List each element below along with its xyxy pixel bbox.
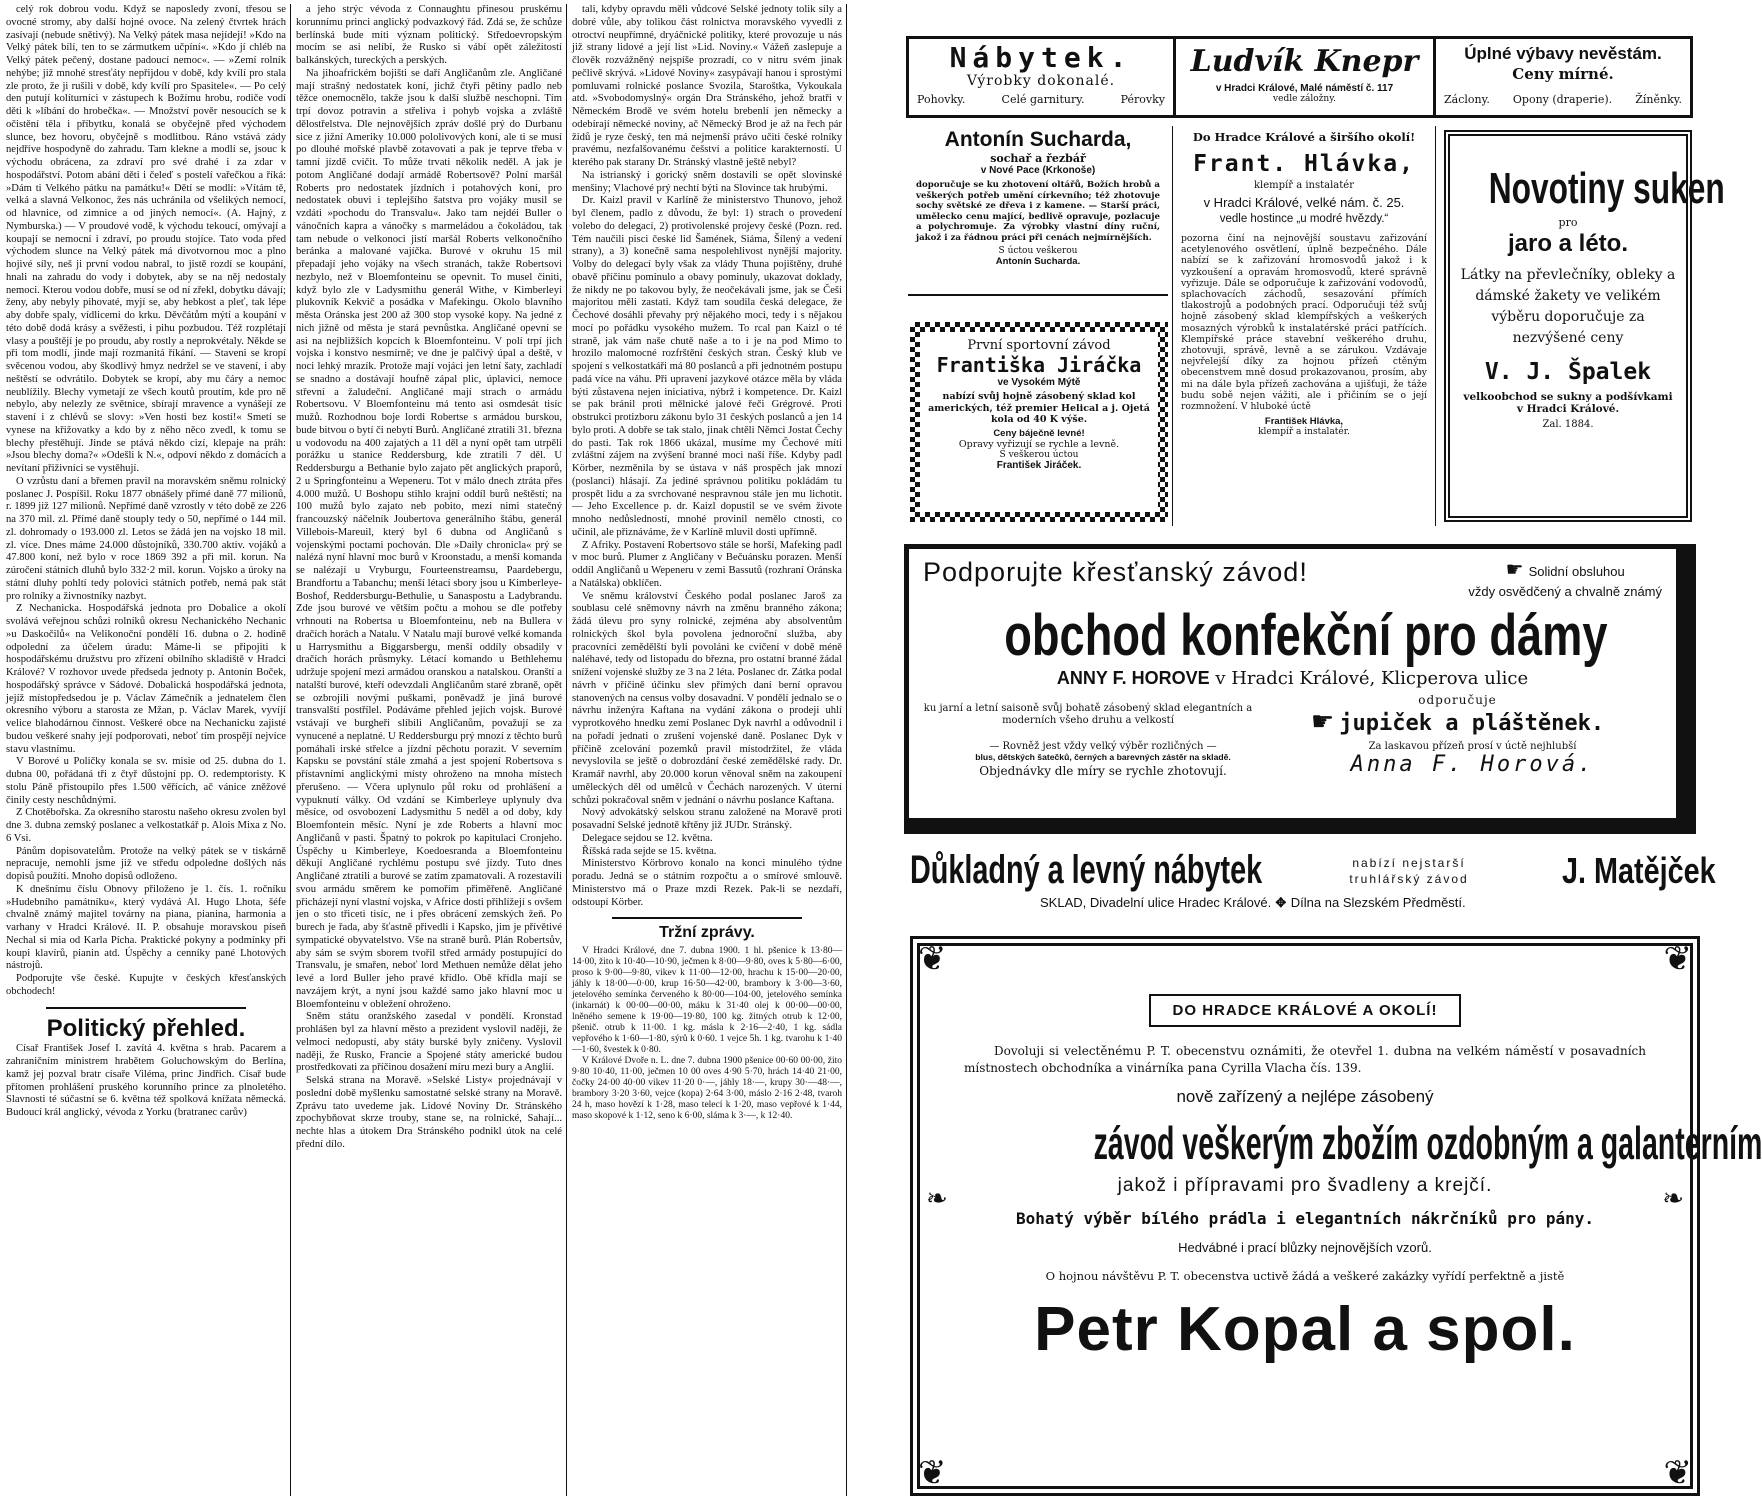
- ad-hlavka-name: Frant. Hlávka,: [1193, 151, 1415, 177]
- ad-matejcek-sklad: SKLAD, Divadelní ulice Hradec Králové.: [1040, 895, 1272, 910]
- ad-nabytek-item: Celé garnitury.: [1001, 93, 1085, 106]
- ad-kopal-name: Petr Kopal a spol.: [1034, 1295, 1576, 1364]
- ad-spalek-t1-wrap: [1458, 162, 1725, 216]
- ad-horova-left: ku jarní a letní saisoně svůj bohatě zásobený sklad elegantních a moderních všeho druhu a velkostí: [923, 703, 1253, 726]
- column-rule: [290, 4, 291, 1496]
- column-2: [296, 4, 562, 1496]
- column-1-body: [6, 4, 286, 999]
- ad-nabytek-item: Pérovky: [1120, 93, 1165, 106]
- ornament-icon: ❦: [1663, 939, 1692, 979]
- ad-matejcek-workshop: Dílna na Slezském Předměstí.: [1290, 895, 1466, 910]
- ad-horova-solid: Solidní obsluhou: [1528, 564, 1625, 579]
- ad-matejcek-name: J. Matějček: [1562, 849, 1716, 891]
- ornament-icon: ❦: [918, 1453, 947, 1493]
- ad-vybavy-item: Opony (draperie).: [1512, 93, 1613, 106]
- ad-horova-jupline: [1253, 707, 1662, 737]
- ad-sucharda-role: sochař a řezbář: [990, 152, 1086, 165]
- ad-horova-row4: [923, 741, 1662, 778]
- ad-hlavka-top: Do Hradce Králové a širšího okolí!: [1192, 130, 1416, 144]
- article-paragraph: Na istrianský i gorický sněm dostavili se opět slovinské menšiny; Vlachové prý nechtí býti na Slovince tak hrubými.: [572, 169, 842, 194]
- ad-matejcek-name-wrap: [1528, 849, 1716, 892]
- ad-vybavy-title: Úplné výbavy nevěstám.: [1464, 44, 1662, 63]
- ad-hlavka-sign: František Hlávka,: [1264, 416, 1344, 428]
- ad-vybavy-item: Záclony.: [1444, 93, 1490, 106]
- pointing-hand-icon: ☛: [1505, 557, 1524, 581]
- double-arrow-icon: ✥: [1275, 896, 1291, 911]
- article-paragraph: Císař František Josef I. zavítá 4. května s hrab. Pacarem a zahraničním ministrem hrabětem Goluchowským do Berlína, kamž jej pozval bratr císaře Viléma, princ Jindřich. Císař bude přítomen prohlášení pruského korunního prince za plnoletého. Slavnosti té súčastní se 6. května též spolková knížata německá. Budoucí král anglický, vévoda z Yorku (bratranec carův): [6, 1043, 286, 1118]
- ad-kopal-top: DO HRADCE KRÁLOVÉ A OKOLÍ!: [1149, 994, 1462, 1027]
- ad-jiracek: [910, 322, 1168, 522]
- ad-hlavka: [1172, 126, 1436, 526]
- ad-spalek-name: V. J. Špalek: [1484, 359, 1652, 385]
- ad-hlavka-body: pozorna činí na nejnovější soustavu zařizování acetylenového osvětlení, úplně bezpečného. Dále nabízí se k zařizování hromosvodů jakož i k vyzkoušení a opravám hromosvodů, které správně vyřizuje. Dále se odporučuje k zařizování vodovodů, splachovacích záchodů, sesazování přímích tlakostrojů a podobných prací. Odporučuji též svůj hojně zásobený sklad klempířských a veškerých mosazných výrobků k instalatérské práci patřících. Klempířské práce stavební veškerého druhu, zhotovuji, správě, levně a se zárukou. Vzdávaje nejvřelejší díky za hojnou přízeň ctěným obecenstvem mně dosud prokazovanou, prosím, aby mi na dále byla přízeň zachována a ujišťuji, že táže budu sobě nejen vážiti, ale i přičiním se o její rozmnožení. V hluboké úctě: [1181, 233, 1427, 413]
- ad-matejcek-offers: nabízí nejstarší: [1352, 855, 1466, 870]
- ad-horova-row1: [923, 557, 1662, 600]
- ad-horova-solid-wrap: [1468, 557, 1662, 600]
- ad-nabytek-line: Výrobky dokonalé.: [966, 73, 1116, 89]
- ad-matejcek-mid: [1349, 855, 1468, 887]
- ad-matejcek: [904, 848, 1716, 928]
- ad-sucharda-place: v Nové Pace (Krkonoše): [980, 165, 1096, 176]
- ad-jiracek-closing: S veškerou úctou: [999, 449, 1079, 460]
- article-paragraph: Na jihoafrickém bojišti se daří Angličanům zle. Angličané mají strašný nedostatek koní, jichž čtyři pětiny padlo neb těžce onemocnělo, takže jsou k další službě neschopni. Tím trpí dovoz potravin a střeliva i pohyb vojska a zvláště dělostřelstva. Dle nejnovějších zpráv došlé prý do Durbanu sice z jižní Ameriky 10.000 pololivových koní, ale ti se musí po dlouhé mořské plavbě zotavovati a pak je teprve třeba v tamní jízdě cvičit. To může trvati několik neděl. A jak je potom Angličané dodají armádě Robertsově? Polní maršál Roberts pro nedostatek jízdních i potahových koní, pro nedostatek obuvi i teplejšího šatstva pro vojáky musil se vzdáti »pochodu do Transvalu«. Jako tam nejdéi Buller o vánočních kapra a vánočky s marmeládou a čokoládou, tak tam nebude o velkonoci jistí maršál Roberts velkonočního beránka a malované vajíčka. Burové v okruhu 15 mil přepadají jeho vojáky na všech stranách, takže Robertsovi nezbylo, než v Bloemfonteinu se opevnit. To musel činiti, když bylo zle v Ladysmithu generál Withe, v Kimberleyi plukovník Kekvič a posádka v Mafekingu. Okolo blavního města Oránska jest 200 až 300 stop vysoké kopy. Na jedné z nich jižně od města je stará pevnůstka. Angličané opevní se asi na nejbližších kopcích k Bloemfonteinu. V polí trpí jich vojska i konstvo nesmírně; ve dne je palčivý úpal a deště, v noci lehký mrazík. Protože mají vojáci jen letní šaty, zachladí se snadno a dostávají houfně zápal plic, úplavici, nemoce střevní a žaludeční. Angličané mají strach o armádu Robertsovu. V Bloemfonteinu má tento asi osmdesát tisíc mužů. Rozhodnou boje lordi Robertse s armádou burskou, bude bitvou o bytí či nebytí Burů. Angličané ztratili 31. března u vodovodu na 400 zajatých a 11 děl a nyní opět tam utrpěli porážku u stanice Reddersburg, kde ztratili 7 děl. U Reddersburgu a Bethanie bylo zajato pět anglických praporů, 2 u Springfonteinu a Wepeneru. Tot v málo dnech ztráta přes 4.000 mužů. U Boshopu stihlo krajní oddíl burů neštěstí; na 100 mužů bylo zajato neb pobito, mezi nimi statečný francouzský náčelník Joubertova generálního štábu, generál Villebois-Mareuil, který byl 6 dubna od Angličanů s vojenskými poctami pochován. Dle »Daily chronicla« prý se nalézá nyní hlavní moc burů v Kroonstadu, a menší komanda se nalézají u Vryburgu, Fourteenstreamsu, Paardebergu, Brandfortu a Tabanchu; menší létací sbory jsou u Kimberleye-Boshof, Reddersburgu-Bethulie, u Sanaspostu a Ladybrandu. Zde jsou burové ve větším počtu a mohou se dle potřeby vrhnouti na Robertsa u Bloemfonteinu, neb na Bullera v dračích horách a Natalu. V Natalu mají burové velké komanda u Harrysmithu a Biggarsbergu, menší oddíly obsadily v dračích horách průsmyky. Létací komando u Bethlehemu udržuje spojení mezi armádou oranskou a natalskou. Oranští a natalští burové, kteří odevzdali Angličanům staré zbraně, opět se ozbrojili novými puškami, poněvadž je jiná burové transvalští postřílel. Podáváme přehled jejích vojsk. Burové vstávají ve burgheři slíbili Angličanům, považují se za vynucené a neplatné. U Reddersburgu prý mnozí z těchto burů pomáhali irské střelce a jízdní pěchotu porazit. V severním Kapsku se povstání stále zmahá a jest spojení Robertsova s přístavními anglickými místy ohroženo na mnoha místech přerušeno. — Včera uplynulo půl roku od prohlášení a vypuknutí války. Od vzdání se Kimberleye uplynuly dva měsíce, od osvobození Ladysmithu 5 neděl a od doby, kdy Bloemfontein měsíc. Nyní je zde Roberts a hlavní moc Angličanů v pasti. Špatný to pokrok po kapitulaci Cronjeho. Úspěchy u Kimberleye, Koedoesranda a Bloemfonteinu děkují Angličané rychlému postupu své jízdy. Tuto dnes Angličané ztratili a burové se zatím zpamatovali. A rozestavili svou armádu směrem ke pomořím přiměřeně. Angličané přicházejí nyní vlastní vojska, v Africe dosti přihlížejí s ovšem jen o sto třiceti tisíc, ne i přes obrácení zemských žeň. Po burech je řada, aby šťastně přivedli i Kapsko, jim je přívětivé sympatické obyvatelstvo. Vše na straně burů. Plán Robertsův, aby sám se svým sborem tvořil střed armády postupující do Transvalu, je smařen, neboť lord Methuen nemůže dělat jeho levé a lord Buller jeho pravé křídlo. Obě křídla mají se navzájem krýt, a nyní jsou každé samo jako hlavní moc u Bloemfonteinu v obležení ohroženo.: [296, 67, 562, 1010]
- section-divider: [46, 1007, 246, 1009]
- ad-spalek-t1: Novotiny suken: [1488, 164, 1725, 213]
- ad-matejcek-big-wrap: [910, 848, 1290, 893]
- article-paragraph: V Hradci Králové, dne 7. dubna 1900. 1 hl. pšenice k 13·80—14·00, žito k 10·40—10·90, ječmen k 8·00—9·80, oves k 5·80—6·00, proso k 9·00—9·80, vikev k 11·00—12·00, hrachu k 15·00—20·00, jáhly k 18·00—0·00, krup 16·50—42·00, brambory k 3·00—3·60, jetelového semínka červeného k 80·00—104·00, jetelového semínka (inkarnát) k 00·00—00·00, máku k 31·40 olej k 00·00—00·00, lněného semene k 19·00—19·80, 100 kg. žitných otrub k 12·00, pšenič. otrub k 11·00. 1 kg. másla k 2·16—2·40, 1 kg. sádla vepřového k 1·60—1·80, sýrů k 0·60. 1 vejce 5h. 1 kg. tvarohu k 1·40—1·60, švestek k 0·80.: [572, 946, 842, 1055]
- article-paragraph: Podporujte vše české. Kupujte v českých křesťanských obchodech!: [6, 973, 286, 997]
- ad-horova-favor: Za laskavou přízeň prosí v úctě nejhlubší: [1368, 741, 1577, 752]
- article-paragraph: Pánům dopisovatelům. Protože na velký pátek se v tiskárně nepracuje, nemohli jsme již ve středu odpoledne došlých nás dopisů použíti. Mnoho dopisů odloženo.: [6, 845, 286, 882]
- article-paragraph: a jeho strýc vévoda z Connaughtu přinesou pruskému korunnímu princi anglický podvazkový řád. Zdá se, že schůze berlínská bude míti význam politický. Středoevropským mocím se asi nelíbí, že Rusko si vábí opět záležitostí balkánských, tureckých a perských.: [296, 4, 562, 66]
- ornament-icon: ❧: [1662, 1184, 1684, 1214]
- ad-horova-sign: Anna F. Horová.: [1350, 752, 1595, 777]
- ad-jiracek-price: Ceny báječně levné!: [993, 427, 1085, 439]
- ad-jiracek-body: nabízí svůj hojně zásobený sklad kol amerických, též premier Helical a j. Ojetá kola od 40 K výše.: [928, 391, 1150, 425]
- ad-spalek: [1444, 130, 1725, 522]
- ad-knepr-name: Ludvík Knepr: [1190, 44, 1419, 79]
- column-3-body: [572, 4, 842, 909]
- ad-matejcek-row: [910, 848, 1716, 893]
- ad-horova-right: [1253, 693, 1662, 737]
- ad-hlavka-place: v Hradci Králové, velké nám. č. 25.: [1203, 195, 1405, 210]
- ad-knepr-sub: vedle záložny.: [1273, 94, 1336, 104]
- article-paragraph: Říšská rada sejde se 15. května.: [582, 845, 717, 857]
- market-title: Tržní zprávy.: [659, 924, 755, 942]
- ad-kopal-linen: Bohatý výběr bílého prádla i elegantních nákrčníků pro pány.: [1016, 1209, 1594, 1228]
- column-1-tail: [6, 1043, 286, 1120]
- ad-nabytek-items: [917, 93, 1165, 106]
- ad-horova-support: Podporujte křesťanský závod!: [923, 557, 1308, 587]
- ad-vybavy-item: Žíněnky.: [1635, 93, 1682, 106]
- ad-sucharda-closing: S úctou veškerou: [998, 246, 1078, 256]
- column-rule: [566, 4, 567, 1496]
- ad-hlavka-role: klempíř a instalatér: [1254, 180, 1354, 191]
- ad-jiracek-h1: První sportovní závod: [967, 338, 1111, 353]
- ad-vybavy-line: Ceny mírné.: [1512, 65, 1614, 83]
- ad-jiracek-sign: František Jiráček.: [996, 459, 1082, 471]
- ad-jiracek-place: ve Vysokém Mýtě: [997, 377, 1081, 388]
- ad-spalek-t2: pro: [1558, 216, 1578, 229]
- ad-sucharda-name: Antonín Sucharda,: [944, 128, 1132, 151]
- article-paragraph: celý rok dobrou vodu. Když se naposledy zvoní, třesou se ovocné stromy, aby další hojné ovoce. Na zelený čtvrtek hrách zasívají (nebude snětivý). Na Velký pátek masa nejídejí! »Kdo na Velký pátek bílí, ten to se zármutkem učpíní«. »Kdo jí chléb na Velký pátek pečený, dostane padoucí nemoc«. — »Zemí rolník nehýbe; již mnohé stresťáty nepřijdou v době, kdy kvílí pro stala zle proto, že ji rušili v době, kdy kvílí pro Spasitele«. — Po celý den putují kolíturníci v zástupech k Božímu hrobu, rodiče vodí děti k »líbání do hrobečka«. — Množství pověr nesoucích se k očistění těla i příbytku, konalá se obyčejně před východem slunce, bez hovoru, obyčejně s modlitbou. Ráno vstává zády nejdříve hospodyně do zahradu. Tam klekne a modlí se, jsouc k východu obrácena, za zdraví pro své drahé i za zdar v hospodářství. Potom abání děti i čeleď s postelí vařečkou a říká: »Dám ti Velkého pátku na památku!« Dětí se modlí: »Vítám tě, velká a slavná Velkonoc, žes nás uchránila od všelikých nemocí, od hlavnice, od zimnice a od jiných nemocí«. (A. Hajný, z Nymburska.) — V proudové vodě, k východu tekoucí, omývají a koupají se nemocní i zdraví, po proudu stojíce. Tato voda před východem slunce na Velký pátek má divotvornou moc a plno hojivé síly, neš ji první vodou nabral, to jistě rozdí se koupání, hnali na zahradu do vody i dobytek, aby se na něj nedostaly nemoci. Kterou vodou dobře, musí se od ní zřekl, dobytku dávají; ženy, aby nebyly pihovaté, myjí se, aby hebkost a pleť, tak lépe aby dobře spaly, vídlicemi do krku. Děvčátům mýtí a koupání v této době dodá krásy a svěžesti, i pihu pozbudou. Též rozplétají vlasy a pouštějí je po proudu, aby rostly a neprokvétaly. Někde se při tom modlí, jinde mají rozmanitá říkání. — Staveni se kropí svěcenou vodou, aby škodlivý hmyz nedržel se ve stavení, i aby neštěstí se odvrátilo. Dobytek se kropí, aby mu čáry a nemoc neublížily. Blechy vymetají ze všech koutů proutím, kde pro ně nebylo, aby nelezly ze světnice, sbírají mravence a vynášejí ze stavení i z chlévů se slovy: »Ven hosti bez kostí!« Smetí se vynese na křižovatky a kdo by z něho něco zvedl, k tomu se blechy přestěhují. Jinde se ptává někdo cizí, klepaje na práh: »Jsou blechy doma?« »Odešli k N.«, odpoví někdo z domácích a nevítaní přiživníci se vystěhují.: [6, 4, 286, 474]
- ad-kopal-big-wrap: [964, 1113, 1762, 1173]
- ad-horova-known: vždy osvědčený a chvalně známý: [1468, 584, 1662, 599]
- column-rule: [846, 4, 847, 1496]
- ad-matejcek-line: [910, 895, 1698, 911]
- ad-knepr: [1173, 36, 1436, 118]
- article-paragraph: Z Nechanicka. Hospodářská jednota pro Dobalice a okolí svolává veřejnou schůzi rolníků okresu Nechanického Nechanic »u Daskočilů« na Velikonoční pondělí 16. dubna o 2. hodině odpolední za účelem úradu: Máme-li se připojiti k hospodářskému družstvu pro zřízení obilního skladiště v Hradci Králové? V rozhovor uvede předseda jednoty p. Antonín Boček, hospodářský správce v Sádové. Dobalická hospodářská jednota, jejíž místopředsedou je p. Václav Zámečník a jednatelem člen okresního výboru a starosta ze Mžan, p. Václav Marek, vyvíjí velice blahodárnou činnost. Veškeré obce na Nechanicku zajisté budou veškeré snahy její podporovati, neboť tím prospějí nejvíce stavu vlastnímu.: [6, 603, 286, 755]
- ad-horova-also: — Rovněž jest vždy velký výběr rozličných —: [989, 741, 1217, 752]
- column-1: [6, 4, 286, 1496]
- ad-jiracek-name: Františka Jiráčka: [936, 353, 1142, 377]
- article-paragraph: Dr. Kaizl pravil v Karlíně že ministerstvo Thunovo, jehož byl členem, padlo z důvodu, že byl: 1) strach o provedení volebo do delegací, 2) protivolenské projevy české (Pozn. red. Tém naučili pisci české lid Šamének, Siáma, Šílený a vedení strany), a 3) konečně sama nespolehlivost nynější majority. Volby do delegací byly však za vlády Thuna pojištěny, druhé obavě příčinu pominulo a obavy pominuly, ukazovat doklady, že nikdy ne po takovou byly, že neočekávali jsme, jak se Češi majoritou měli zastati. Když tam soudila česká delegace, že Čechové dosáhli převahy prý nějakého moci, tedy i s nějakou mocí po pořádku vysokého mužem. To rcal pan Kaizl o té straně, jak vám naše chutě naše a to i je na pod Mimo to hrozilo malomocné rozfrštění českých stran. Český klub ve spojení s velkostatkáři má 80 poslanců a při jednotném postupu padá více na váhu. Při upravení jazykové otázce měla by vláda býti zůstavena nejen iniciativa, nýbrž i kompetence. Dr. Kaizl se pak bránil proti mělnické jalové řeči Grégrové. Proti obstrukci protizboru zákonu bylo 31 českých poslanců a jen 14 bylo proti. A dobře se tak stalo, jinak chtěli Němci Jostat Čechy do pasti. Tak rok 1866 ukázal, musíme my Čechové míti zvláštní zájem na zvýšení branné moci naší říše. Kdyby padl Körber, nezměnila by se ústava v náš prospěch jak mnozí (poslanci) hlásají. Za jediné správnou politiku pokládám tu prospět lidu a za svrchované nespravnou stále jen mu lichotit. — Jeho Excellence p. dr. Kaizl dopustil se ve svém živote mnoho nedůsledností, mnohé provinil nemělo ctnosti, co učinil, ale přiznáváme, že v Karlíně mluvil dosti upřímně.: [572, 195, 842, 538]
- ad-horova-left2: [923, 741, 1283, 778]
- article-paragraph: V Borové u Poličky konala se sv. misie od 25. dubna do 1. dubna 00, pořádaná tři z čtyř důstojní pp. O. redemptoristy. K stolu Páně přistoupilo přes 1.500 věřících, ač vánice zněžové činily cesty neschůdnými.: [6, 756, 286, 806]
- ad-vybavy-items: [1444, 93, 1682, 106]
- ad-horova-orders: Objednávky dle míry se rychle zhotovují.: [979, 764, 1227, 778]
- article-paragraph: tali, kdyby opravdu měli vůdcové Selské jednoty tolik síly a dobré vůle, aby tolikou část rolnictva moravského vyvedli z otroctví neupřímné, dryáčnické politiky, které provozuje u nás již strany lidové a její list »Lid. Noviny.« Vážeň zaslepuje a člověk rozvážněný nejspíše prozradí, co v nitru svém jinak pečlivě skrývá. »Lidové Noviny« zasypávají hanou i sprostými pomluvami rolnické poslance Svozila, Staroštka, Vykoukala atd. »Svobodomyslný« orgán Dra Stránského, jehož bratři v Německém Brodě ve svém hotelu brebenlí jen německy a odebírají německé noviny, ač Německý Brod je až na řech pár židů je ryze český, ten má nejmenší právo učiti české rolníky pravému, nezfalšovanému češství a politice karakterností. U kterého pak starany Dr. Stránský vlastně ještě nebyl?: [572, 4, 842, 168]
- ad-kopal: [910, 936, 1762, 1496]
- ad-jiracek-inner: [920, 332, 1158, 512]
- ornament-icon: ❦: [1663, 1453, 1692, 1493]
- pointing-hand-icon: ☛: [1310, 707, 1335, 737]
- ad-vybavy: [1433, 36, 1693, 118]
- ad-horova-right2: [1283, 741, 1662, 778]
- ad-jiracek-repairs: Opravy vyřizují se rychle a levně.: [958, 438, 1120, 450]
- ornament-icon: ❦: [918, 939, 947, 979]
- article-paragraph: V Králové Dvoře n. L. dne 7. dubna 1900 pšenice 00·60 00·00, žito 9·80 10·40, 11·00, ječmen 10 00 oves 4·90 5·70, hrách 14·40 21·00, čočky 24·00 40·00 vikev 11·20 0·—, jáhly 18·—, krupy 30·—48·—, brambory 3·20 3·60, vejce (kopa) 2·64 3·00, máslo 2·16 2·48, tvaroh 24 h, maso hovězí k 1·28, maso telecí k 1·20, maso vepřové k 1·44, maso skopové k 1·12, seno k 6·00, sláma k 3·—, k 12·40.: [572, 1056, 842, 1121]
- ad-horova-ownerline: [923, 668, 1662, 689]
- ad-kopal-sewing: jakož i přípravami pro švadleny a krejčí.: [1117, 1175, 1493, 1196]
- ad-horova-jupicek: jupiček a pláštěnek.: [1339, 711, 1605, 736]
- article-paragraph: K dnešnímu číslu Obnovy přiloženo je 1. čís. 1. ročníku »Hudebního památníku«, který vydává Al. Hugo Lhota, šéfe chvalně známý majitel továrny na piana, pianina, harmonia a varhany v Hradci Králové. II. P. obsahuje moravskou píseň Nechal si mia od Karla Pícha. Praktické pokyny a podmínky při koupi klavírů, pianin atd. Úspěchy a cenníky pané Lhotových nástrojů.: [6, 883, 286, 972]
- ad-spalek-desc: velkoobchod se sukny a podšívkami: [1463, 391, 1673, 403]
- ad-kopal-blouses: Hedvábné i prací blůzky nejnovějších vzorů.: [1178, 1240, 1432, 1255]
- article-paragraph: Ve sněmu království Českého podal poslanec Jaroš za soublasu celé sněmovny návrh na změnu branného zákona; žádá úlevu pro syny rolnické, zejména aby absolventům rolnických škol byla povolena jednoroční služba, aby pracovníci zemědělští byli povoláni ke cvičení v době méně naléhavé, tedy od listopadu do března, pro ostatní branné žádal snížení vojenské služby ze 3 na 2 léta. Poslanec dr. Zátka podal návrh v příčině účinku slev přímých daní berní opravou stanovených na census volby dosavadní. V pondělí jednalo se o návrhu inženýra Kaftana na vydání zákona o prodeji uhlí vyprotkového hnedku zemí Poslanec Dyk navrhl a odůvodnil i na pořadí jednati o zrušení vojenské daně. Poslanec Dyk v příčině zcelování pozemků pravil místodržitel, že vláda nevyslovila se ještě o dobrozdání české zemědělské rady. Dr. Kramář navrhl, aby 20.000 korun věnoval sněm na zakoupení uměleckých děl od umělců v Čechách narozených. V úterní schůzi pokračoval sněm v jednání o návrhu poslance Kaftana.: [572, 590, 842, 806]
- ad-nabytek: [906, 36, 1176, 118]
- ad-spalek-body: Látky na převlečníky, obleky a dámské žakety ve velikém výběru doporučuje za nezvýšené ceny: [1460, 267, 1676, 346]
- ad-hlavka-sign2: klempíř a instalatér.: [1258, 427, 1350, 438]
- ad-horova-big: obchod konfekční pro dámy: [1004, 603, 1608, 668]
- article-paragraph: O vzrůstu daní a břemen pravil na moravském sněmu rolnický poslanec J. Pospíšil. Roku 1877 obnášely přímé daně 77 milionů, r. 1899 již 127 milionů. Nepřímé daně vzrostly v této době ze 226 na 370 mil. zl. Přímé daně stouply tedy o 50, nepřímé o 144 mil. zl. dohromady o 193.000 zl. Letos se žádá jen na vojsko 18 mil. zl. více. Dnes máme 24.000 důstojníků, 330.700 aktiv. vojáků a 47.800 koní, než bylo v roce 1869 392 a při mil. korun. Na zúročení státních dluhů bylo 332·2 mil. korun. Vojsko a úroky na státní dluhy pohltí tedy polovici státních potřeb, nemá pak stát pro rolníky a živnostníky nazbyt.: [6, 475, 286, 602]
- ad-kopal-big: závod veškerým zbožím ozdobným a galanterním: [1093, 1117, 1762, 1169]
- ad-horova: [904, 544, 1696, 834]
- ad-sucharda-body: doporučuje se ku zhotovení oltářů, Božích hrobů a veškerých potřeb umění církevního; též zhotovuje sochy světské ze dřeva i z kamene. — Starší práci, umělecko cenu mající, bedlivě opravuje, pozlacuje a polychromuje. Za výrobky vlastní díny ruční, jakož i za řádnou práci při cenách nejmírnějších.: [916, 180, 1160, 243]
- section-heading-politicky-prehled: Politický přehled.: [46, 1014, 246, 1042]
- ad-spalek-since: Zal. 1884.: [1542, 419, 1594, 430]
- ad-kopal-visit: O hojnou návštěvu P. T. obecenstva uctivě žádá a veškeré zakázky vyřídí perfektně a jistě: [1045, 1269, 1565, 1283]
- article-paragraph: Ministerstvo Körbrovo konalo na konci minulého týdne poradu. Jedná se o státním rozpočtu a o smírové smlouvě. Ministerstvo má o Praze mzdi Rezek. Pak-li se nezdaří, odstoupí Körber.: [572, 858, 842, 908]
- article-paragraph: Sněm státu oranžského zasedal v pondělí. Kronstad prohlášen byl za hlavní město a prezident vyslovil naději, že velmoci nedopustí, aby státy burské byly zničeny. Vyslovil naději, že Rusko, Francie a Spojené státy americké budou prostředkovati za příčinou dosažení míru mezi bury a Anglií.: [296, 1011, 562, 1074]
- article-paragraph: Z Chotěbořska. Za okresního starostu našeho okresu zvolen byl dne 3. dubna zemský poslanec a velkostatkář p. Alois Mixa z No. 6 Vsi.: [6, 807, 286, 844]
- column-2-body: [296, 4, 562, 1152]
- ad-horova-recommends: odporučuje: [1418, 693, 1497, 707]
- ad-kopal-new: nově zařízený a nejlépe zásobený: [1176, 1087, 1434, 1106]
- ad-spalek-place: v Hradci Králové.: [1516, 403, 1620, 415]
- ad-kopal-intro: Dovoluji si velectěnému P. T. obecenstvu oznámiti, že otevřel 1. dubna na velkém náměstí v posavadních místnostech obchodníka a vinárníka pana Cyrilla Vlacha čís. 139.: [964, 1044, 1646, 1075]
- ad-sucharda: [908, 126, 1168, 296]
- section-divider: [612, 917, 802, 919]
- ad-hlavka-near: vedle hostince „u modré hvězdy.“: [1219, 213, 1389, 225]
- ad-knepr-line: v Hradci Králové, Malé náměstí č. 117: [1215, 83, 1394, 94]
- ad-kopal-top-wrap: [964, 994, 1646, 1027]
- column-3: [572, 4, 842, 1496]
- ornament-icon: ❧: [926, 1184, 948, 1214]
- ad-spalek-t3: jaro a léto.: [1507, 230, 1629, 257]
- ad-horova-big-wrap: [923, 604, 1662, 668]
- article-paragraph: Z Afriky. Postavení Robertsovo stále se horší, Mafeking padl v moc burů. Plumer z Angličany v Bečuánsku porazen. Menší oddíl Angličanů u Wepeneru v zemi Bassutů (rozhraní Oránska a Natálska) obklíčen.: [572, 539, 842, 589]
- article-paragraph: Selská strana na Moravě. »Selské Listy« projednávají v poslední době myšlenku samostatné selské strany na Moravě. Zprávu tato uvedeme jak. Lidové Noviny Dr. Stránského zpochybňovat skrze trouby, stane se, na rolnické, Sahají... nechte hlas a útokem Dra Stránského podnikl útok na celé přední dílo.: [296, 1075, 562, 1150]
- ad-matejcek-shop: truhlářský závod: [1349, 871, 1469, 886]
- ad-matejcek-big: Důkladný a levný nábytek: [910, 848, 1263, 892]
- ad-horova-goods: blus, dětských šatečků, černých a barevných zástěr na skladě.: [975, 752, 1231, 762]
- article-paragraph: Nový advokátský selskou stranu založené na Moravě proti posavadní Selské jednotě křtěny již JUDr. Stránský.: [572, 807, 842, 831]
- ad-horova-owner: ANNY F. HOROVE: [1056, 668, 1210, 688]
- market-body: [572, 946, 842, 1122]
- ad-horova-row3: [923, 693, 1662, 737]
- ad-nabytek-title: Nábytek.: [949, 41, 1133, 74]
- ad-sucharda-sign: Antonín Sucharda.: [995, 256, 1081, 267]
- article-paragraph: Delegace sejdou se 12. května.: [582, 832, 713, 844]
- ad-nabytek-item: Pohovky.: [917, 93, 966, 106]
- ad-horova-place: v Hradci Králové, Klicperova ulice: [1215, 668, 1529, 689]
